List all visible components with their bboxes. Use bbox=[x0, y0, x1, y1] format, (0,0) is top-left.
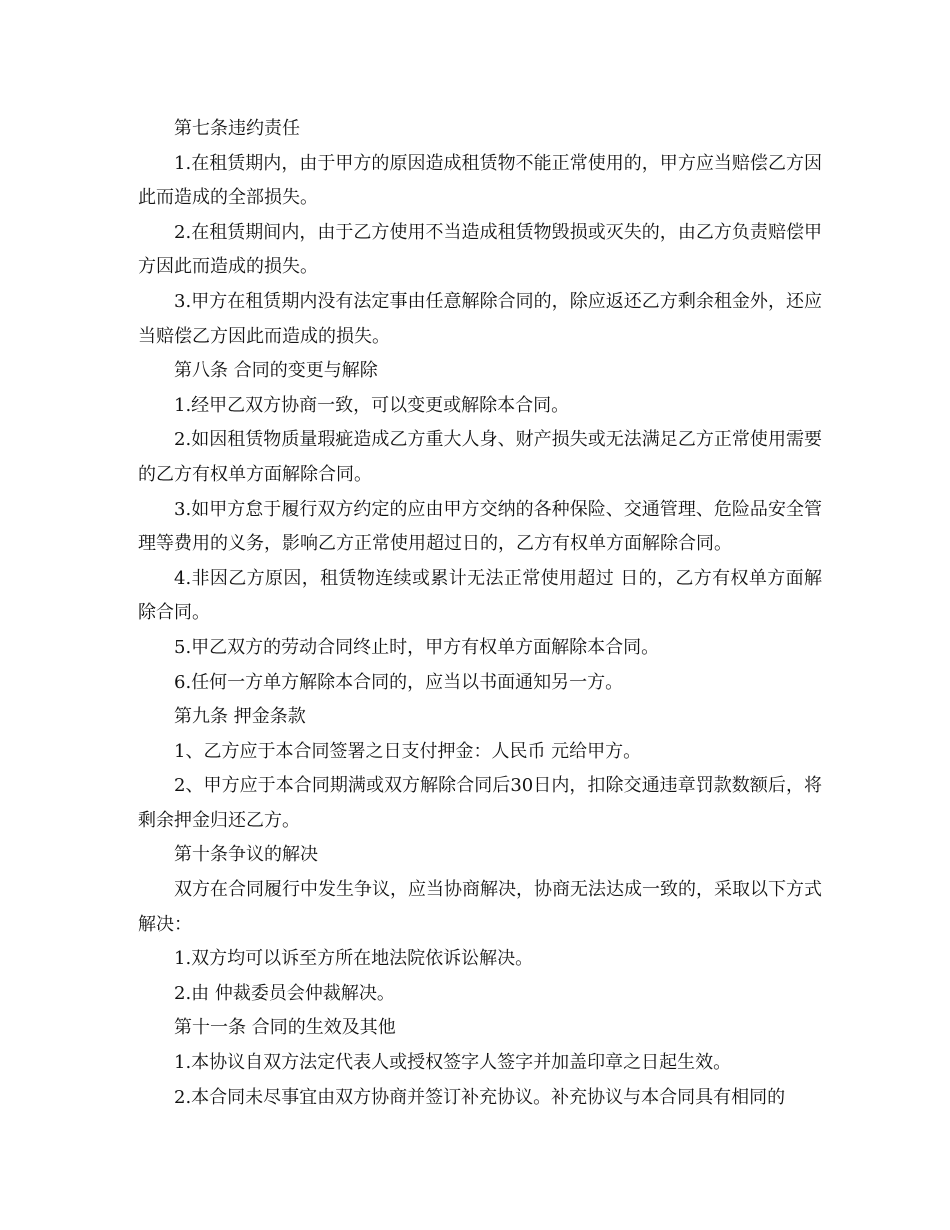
article-10-heading: 第十条争议的解决 bbox=[174, 844, 318, 866]
article-8-heading: 第八条 合同的变更与解除 bbox=[174, 360, 378, 382]
article-10-clause-2: 2.由 仲裁委员会仲裁解决。 bbox=[174, 982, 395, 1004]
article-9-heading: 第九条 押金条款 bbox=[174, 706, 306, 728]
article-8-clause-1: 1.经甲乙双方协商一致，可以变更或解除本合同。 bbox=[174, 394, 570, 416]
document-body bbox=[138, 112, 822, 1115]
article-8-clause-3: 3.如甲方怠于履行双方约定的应由甲方交纳的各种保险、交通管理、危险品安全管理等费用的义务，影响乙方正常使用超过日的，乙方有权单方面解除合同。 bbox=[138, 498, 822, 555]
article-11-clause-2: 2.本合同未尽事宜由双方协商并签订补充协议。补充协议与本合同具有相同的 bbox=[174, 1086, 786, 1108]
article-7-clause-2: 2.在租赁期间内，由于乙方使用不当造成租赁物毁损或灭失的，由乙方负责赔偿甲方因此而造成的损失。 bbox=[138, 221, 822, 278]
article-7-clause-1: 1.在租赁期内，由于甲方的原因造成租赁物不能正常使用的，甲方应当赔偿乙方因此而造成的全部损失。 bbox=[138, 152, 822, 209]
article-8-clause-2: 2.如因租赁物质量瑕疵造成乙方重大人身、财产损失或无法满足乙方正常使用需要的乙方有权单方面解除合同。 bbox=[138, 429, 822, 485]
article-8-clause-5: 5.甲乙双方的劳动合同终止时，甲方有权单方面解除本合同。 bbox=[174, 636, 660, 658]
article-11-heading: 第十一条 合同的生效及其他 bbox=[174, 1017, 396, 1039]
article-11-clause-1: 1.本协议自双方法定代表人或授权签字人签字并加盖印章之日起生效。 bbox=[174, 1052, 732, 1074]
article-8-clause-4: 4.非因乙方原因，租赁物连续或累计无法正常使用超过 日的，乙方有权单方面解除合同。 bbox=[138, 567, 822, 624]
article-10-clause-1: 1.双方均可以诉至方所在地法院依诉讼解决。 bbox=[174, 948, 534, 970]
article-9-clause-1: 1、乙方应于本合同签署之日支付押金：人民币 元给甲方。 bbox=[174, 740, 642, 762]
article-9-clause-2: 2、甲方应于本合同期满或双方解除合同后30日内，扣除交通违章罚款数额后，将剩余押金归还乙方。 bbox=[138, 775, 822, 831]
article-8-clause-6: 6.任何一方单方解除本合同的，应当以书面通知另一方。 bbox=[174, 671, 624, 693]
article-10-intro: 双方在合同履行中发生争议，应当协商解决，协商无法达成一致的，采取以下方式解决： bbox=[138, 879, 822, 935]
article-7-heading: 第七条违约责任 bbox=[174, 118, 300, 139]
article-7-clause-3: 3.甲方在租赁期内没有法定事由任意解除合同的，除应返还乙方剩余租金外，还应当赔偿乙方因此而造成的损失。 bbox=[138, 290, 822, 347]
